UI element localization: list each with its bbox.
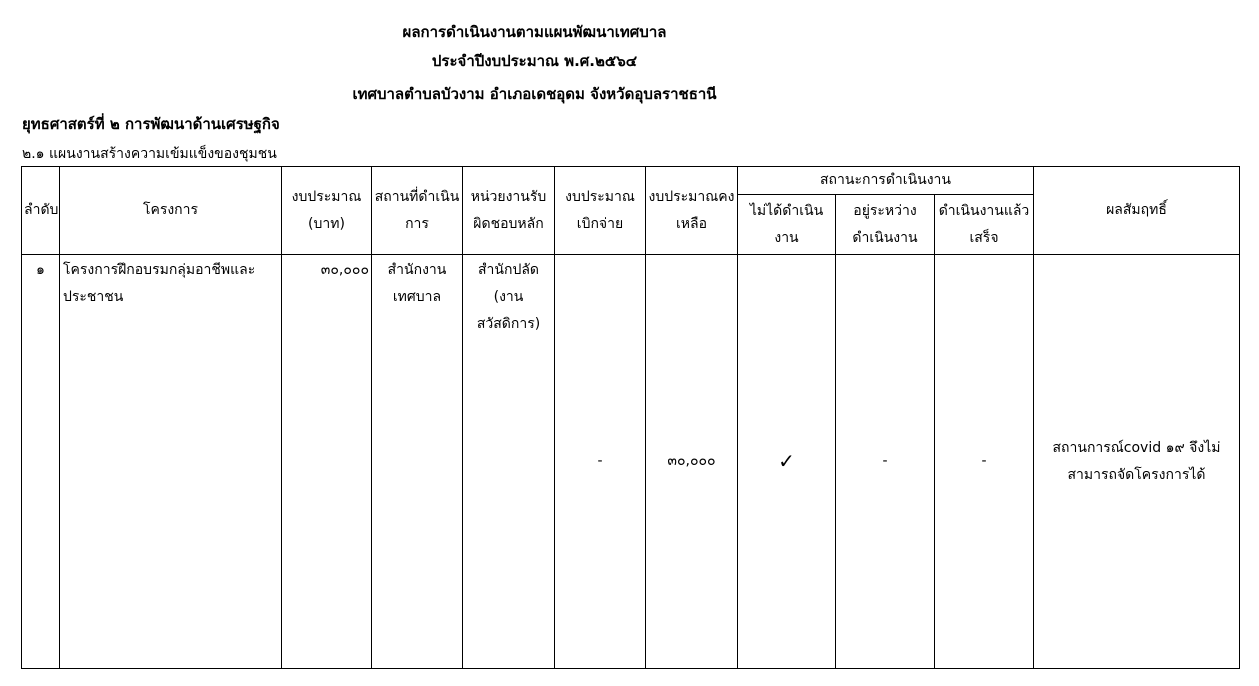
plan-subheading: ๒.๑ แผนงานสร้างความเข้มแข็งของชุมชน [22, 146, 277, 162]
header-budget: งบประมาณ (บาท) [282, 167, 372, 255]
header-completed: ดำเนินงานแล้วเสร็จ [935, 195, 1034, 255]
header-disbursed: งบประมาณเบิกจ่าย [555, 167, 646, 255]
row-location: สำนักงานเทศบาล [372, 255, 463, 669]
header-no: ลำดับ [22, 167, 60, 255]
report-title: ผลการดำเนินงานตามแผนพัฒนาเทศบาล [402, 23, 667, 41]
header-location: สถานที่ดำเนินการ [372, 167, 463, 255]
row-budget: ๓๐,๐๐๐ [282, 255, 372, 669]
header-status: สถานะการดำเนินงาน [738, 167, 1034, 195]
strategy-heading: ยุทธศาสตร์ที่ ๒ การพัฒนาด้านเศรษฐกิจ [22, 115, 280, 133]
row-not-done-check: ✓ [738, 255, 836, 669]
row-project: โครงการฝึกอบรมกลุ่มอาชีพและประชาชน [60, 255, 282, 669]
header-project: โครงการ [60, 167, 282, 255]
row-remaining: ๓๐,๐๐๐ [646, 255, 738, 669]
performance-table [21, 166, 1240, 669]
row-completed: - [935, 255, 1034, 669]
row-no: ๑ [22, 255, 60, 669]
table-row [22, 255, 1240, 669]
header-not-done: ไม่ได้ดำเนินงาน [738, 195, 836, 255]
row-in-progress: - [836, 255, 935, 669]
header-remaining: งบประมาณคงเหลือ [646, 167, 738, 255]
report-fiscal-year: ประจำปีงบประมาณ พ.ศ.๒๕๖๔ [431, 52, 638, 70]
row-responsible: สำนักปลัด (งานสวัสดิการ) [463, 255, 555, 669]
header-result: ผลสัมฤทธิ์ [1034, 167, 1240, 255]
row-disbursed: - [555, 255, 646, 669]
header-responsible: หน่วยงานรับผิดชอบหลัก [463, 167, 555, 255]
header-in-progress: อยู่ระหว่างดำเนินงาน [836, 195, 935, 255]
report-municipality: เทศบาลตำบลบัวงาม อำเภอเดชอุดม จังหวัดอุบลราชธานี [352, 85, 717, 103]
row-result: สถานการณ์covid ๑๙ จึงไม่สามารถจัดโครงการได้ [1034, 255, 1240, 669]
